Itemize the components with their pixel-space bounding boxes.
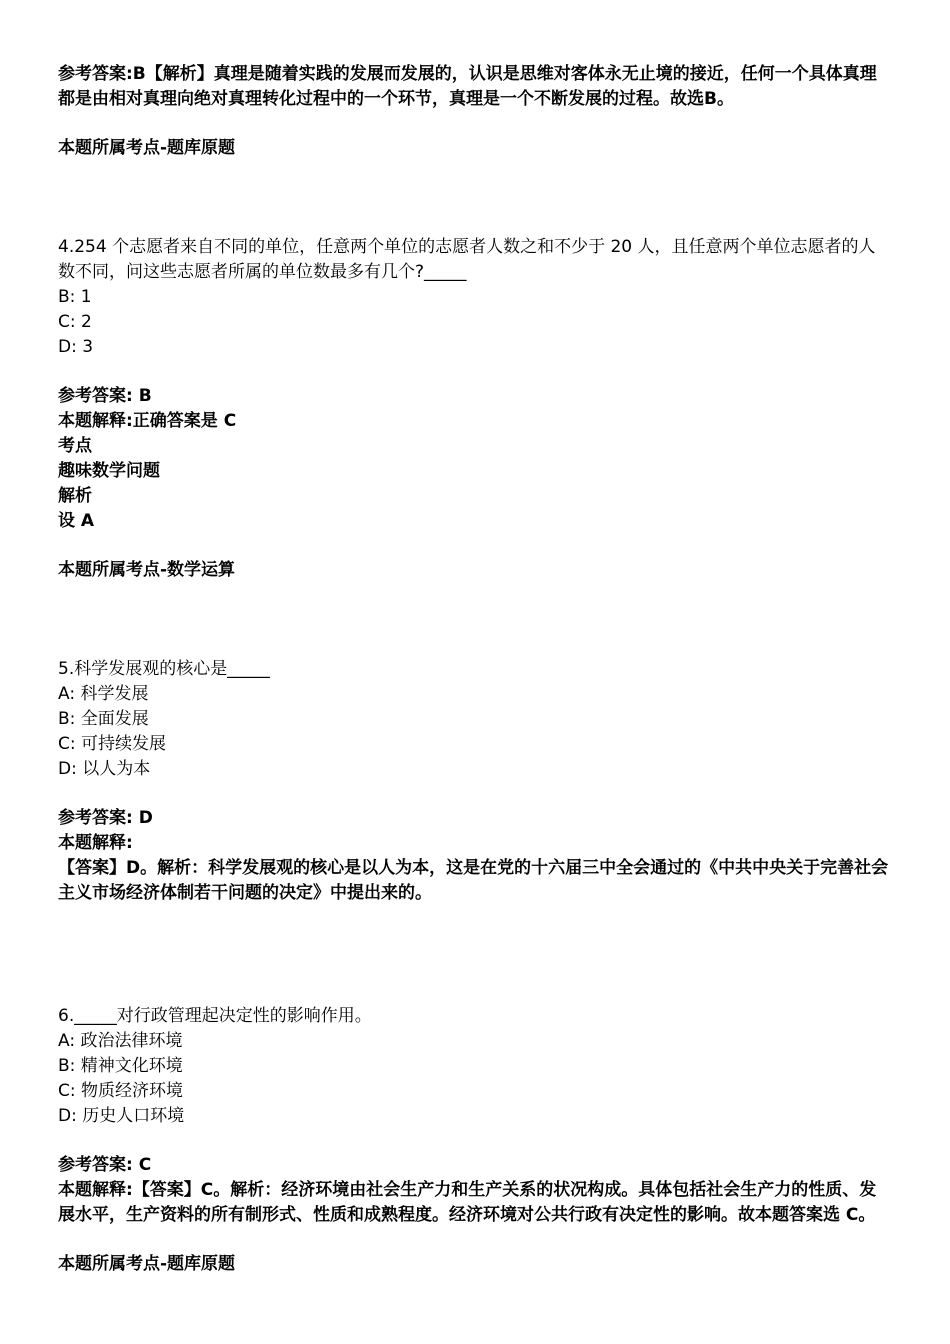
q4-explanation: 本题解释:正确答案是 C — [58, 411, 237, 431]
q4-kaodian-label: 考点 — [58, 436, 92, 456]
q5-option-d: D: 以人为本 — [58, 759, 151, 779]
q4-question: 4.254 个志愿者来自不同的单位，任意两个单位的志愿者人数之和不少于 20 人，且任意两个单位志愿者的人数不同，问这些志愿者所属的单位数最多有几个?_____ — [58, 237, 876, 282]
q6-explanation: 本题解释:【答案】C。解析：经济环境由社会生产力和生产关系的状况构成。具体包括社会生产力的性质、发展水平，生产资料的所有制形式、性质和成熟程度。经济环境对公共行政有决定性的影响。故本题答案选 C。 — [58, 1180, 877, 1225]
q6-option-d: D: 历史人口环境 — [58, 1106, 185, 1126]
q6-question: 6._____对行政管理起决定性的影响作用。 — [58, 1006, 372, 1026]
q5-option-b: B: 全面发展 — [58, 709, 149, 729]
q6-option-c: C: 物质经济环境 — [58, 1081, 184, 1101]
q4-option-c: C: 2 — [58, 312, 92, 332]
q4-jiexi-label: 解析 — [58, 486, 92, 506]
q5-question: 5.科学发展观的核心是_____ — [58, 659, 270, 679]
q4-jiexi-value: 设 A — [58, 511, 95, 531]
q6-answer: 参考答案: C — [58, 1155, 152, 1175]
q4-topic: 本题所属考点-数学运算 — [58, 560, 236, 580]
q6-option-a: A: 政治法律环境 — [58, 1031, 183, 1051]
q6-topic: 本题所属考点-题库原题 — [58, 1254, 236, 1274]
q6-option-b: B: 精神文化环境 — [58, 1056, 183, 1076]
q4-option-d: D: 3 — [58, 337, 94, 357]
q5-explanation-label: 本题解释: — [58, 833, 133, 853]
q4-answer: 参考答案: B — [58, 386, 152, 406]
q4-option-b: B: 1 — [58, 287, 92, 307]
q5-answer: 参考答案: D — [58, 808, 153, 828]
q4-kaodian-value: 趣味数学问题 — [58, 461, 160, 481]
q5-explanation: 【答案】D。解析：科学发展观的核心是以人为本，这是在党的十六届三中全会通过的《中共中央关于完善社会主义市场经济体制若干问题的决定》中提出来的。 — [58, 858, 889, 903]
q3-answer-explanation: 参考答案:B【解析】真理是随着实践的发展而发展的，认识是思维对客体永无止境的接近，任何一个具体真理都是由相对真理向绝对真理转化过程中的一个环节，真理是一个不断发展的过程。故选B。 — [58, 64, 877, 109]
q5-option-c: C: 可持续发展 — [58, 734, 167, 754]
q5-option-a: A: 科学发展 — [58, 684, 149, 704]
q3-topic: 本题所属考点-题库原题 — [58, 138, 236, 158]
